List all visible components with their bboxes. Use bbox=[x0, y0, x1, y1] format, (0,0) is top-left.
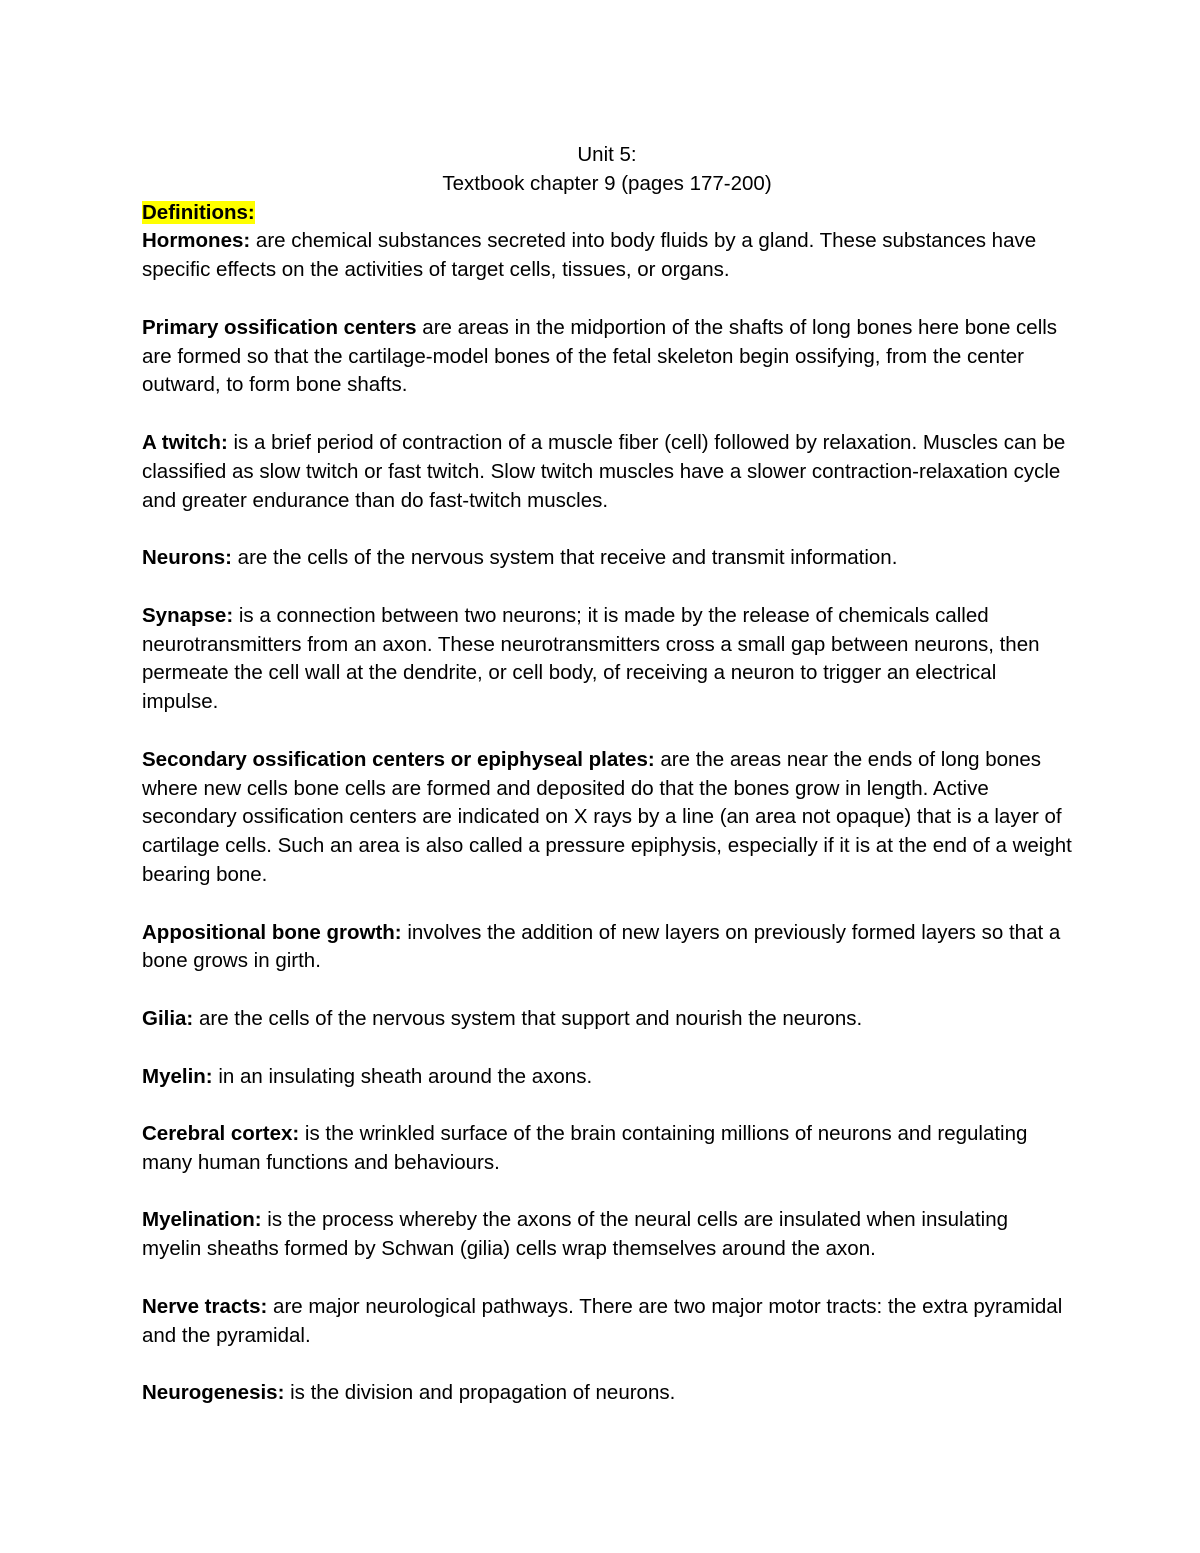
definition-term: Primary ossification centers bbox=[142, 315, 417, 339]
definition-text: is a brief period of contraction of a muscle fiber (cell) followed by relaxation. Muscles can be classified as slow twitch or fast twitch. Slow twitch muscles have a slower contraction-relaxation cycle and greater endurance than do fast-twitch muscles. bbox=[142, 430, 1066, 512]
definition-entry bbox=[142, 1206, 1072, 1264]
definition-entry bbox=[142, 1005, 1072, 1034]
definition-text: is the process whereby the axons of the neural cells are insulated when insulating myelin sheaths formed by Schwan (gilia) cells wrap themselves around the axon. bbox=[142, 1208, 1009, 1261]
definition-entry bbox=[142, 1379, 1072, 1408]
definition-text: involves the addition of new layers on previously formed layers so that a bone grows in girth. bbox=[142, 920, 1061, 973]
definition-term: Hormones: bbox=[142, 229, 251, 253]
document-page bbox=[142, 141, 1072, 1437]
definition-term: Synapse: bbox=[142, 603, 234, 627]
unit-heading: Unit 5: bbox=[577, 143, 637, 166]
definition-text: are areas in the midportion of the shafts of long bones here bone cells are formed so that the cartilage-model bones of the fetal skeleton begin ossifying, from the center outward, to form bone shafts. bbox=[142, 315, 1058, 397]
definition-term: Cerebral cortex: bbox=[142, 1122, 300, 1146]
definition-entry bbox=[142, 227, 1072, 285]
definition-text: in an insulating sheath around the axons. bbox=[212, 1064, 593, 1088]
definition-term: Neurogenesis: bbox=[142, 1381, 285, 1405]
definition-text: are chemical substances secreted into body fluids by a gland. These substances have specific effects on the activities of target cells, tissues, or organs. bbox=[142, 229, 1037, 282]
definitions-label bbox=[142, 199, 1072, 228]
chapter-heading: Textbook chapter 9 (pages 177-200) bbox=[442, 171, 772, 195]
definition-term: Myelination: bbox=[142, 1208, 262, 1232]
definition-term: Gilia: bbox=[142, 1006, 194, 1030]
definition-text: are the areas near the ends of long bones where new cells bone cells are formed and deposited do that the bones grow in length. Active secondary ossification centers are indicated on X rays by a line (an area not opaque) that is a layer of cartilage cells. Such an area is also called a pressure epiphysis, especially if it is at the end of a weight bearing bone. bbox=[142, 747, 1072, 886]
definition-term: Myelin: bbox=[142, 1064, 213, 1088]
definition-entry bbox=[142, 1120, 1072, 1178]
definition-entry bbox=[142, 1293, 1072, 1351]
definition-text: is the division and propagation of neurons. bbox=[284, 1381, 676, 1405]
definition-entry bbox=[142, 919, 1072, 977]
definition-text: are major neurological pathways. There are two major motor tracts: the extra pyramidal and the pyramidal. bbox=[142, 1294, 1063, 1347]
definition-entry bbox=[142, 1063, 1072, 1092]
definition-entry bbox=[142, 544, 1072, 573]
definition-term: Nerve tracts: bbox=[142, 1294, 268, 1318]
definition-term: Neurons: bbox=[142, 546, 232, 570]
definition-text: is the wrinkled surface of the brain containing millions of neurons and regulating many human functions and behaviours. bbox=[142, 1122, 1028, 1174]
definitions-label-text: Definitions: bbox=[142, 200, 255, 224]
definition-entry bbox=[142, 314, 1072, 400]
definition-term: A twitch: bbox=[142, 430, 228, 454]
definition-text: are the cells of the nervous system that receive and transmit information. bbox=[231, 546, 898, 570]
definition-entry bbox=[142, 602, 1072, 717]
definition-text: are the cells of the nervous system that support and nourish the neurons. bbox=[193, 1006, 863, 1030]
definition-entry bbox=[142, 746, 1072, 890]
definition-text: is a connection between two neurons; it is made by the release of chemicals called neurotransmitters from an axon. These neurotransmitters cross a small gap between neurons, then permeate the cell wall at the dendrite, or cell body, of receiving a neuron to trigger an electrical impulse. bbox=[142, 603, 1040, 714]
definition-term: Secondary ossification centers or epiphyseal plates: bbox=[142, 747, 655, 771]
definition-term: Appositional bone growth: bbox=[142, 920, 402, 944]
definition-entry bbox=[142, 429, 1072, 515]
